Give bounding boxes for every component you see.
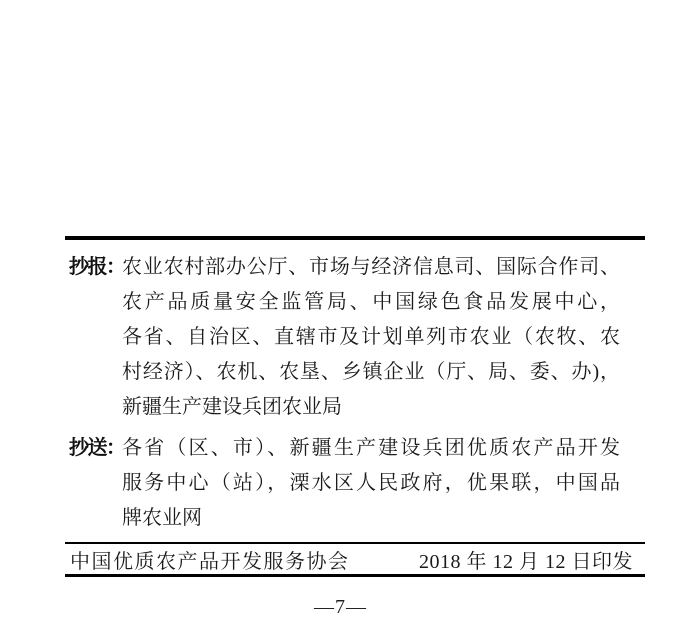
copy-send-section: [122, 431, 620, 536]
copy-report-line-1: 农业农村部办公厅、市场与经济信息司、国际合作司、: [122, 256, 620, 278]
page-number: —7—: [314, 596, 367, 618]
copy-report-line-4: 村经济）、农机、农垦、乡镇企业（厅、局、委、办)，: [122, 361, 620, 383]
copy-send-line-2: 服务中心（站），溧水区人民政府，优果联，中国品: [122, 472, 620, 494]
copy-report-label: 抄报：: [69, 256, 125, 278]
copy-report-line-3: 各省、自治区、直辖市及计划单列市农业（农牧、农: [122, 326, 620, 348]
top-separator-rule: [65, 236, 645, 240]
copy-send-line-3: 牌农业网: [122, 507, 202, 529]
copy-send-line-1: 各省（区、市）、新疆生产建设兵团优质农产品开发: [122, 437, 620, 459]
copy-send-label: 抄送：: [69, 437, 125, 459]
colophon-bottom-rule: [65, 574, 645, 577]
copy-report-line-5: 新疆生产建设兵团农业局: [122, 396, 342, 418]
colophon-row: [65, 544, 645, 574]
copy-report-section: [122, 250, 620, 425]
print-date: 2018 年 12 月 12 日印发: [419, 550, 633, 573]
copy-report-line-2: 农产品质量安全监管局、中国绿色食品发展中心，: [122, 291, 620, 313]
issuing-organization: 中国优质农产品开发服务协会: [70, 550, 350, 573]
